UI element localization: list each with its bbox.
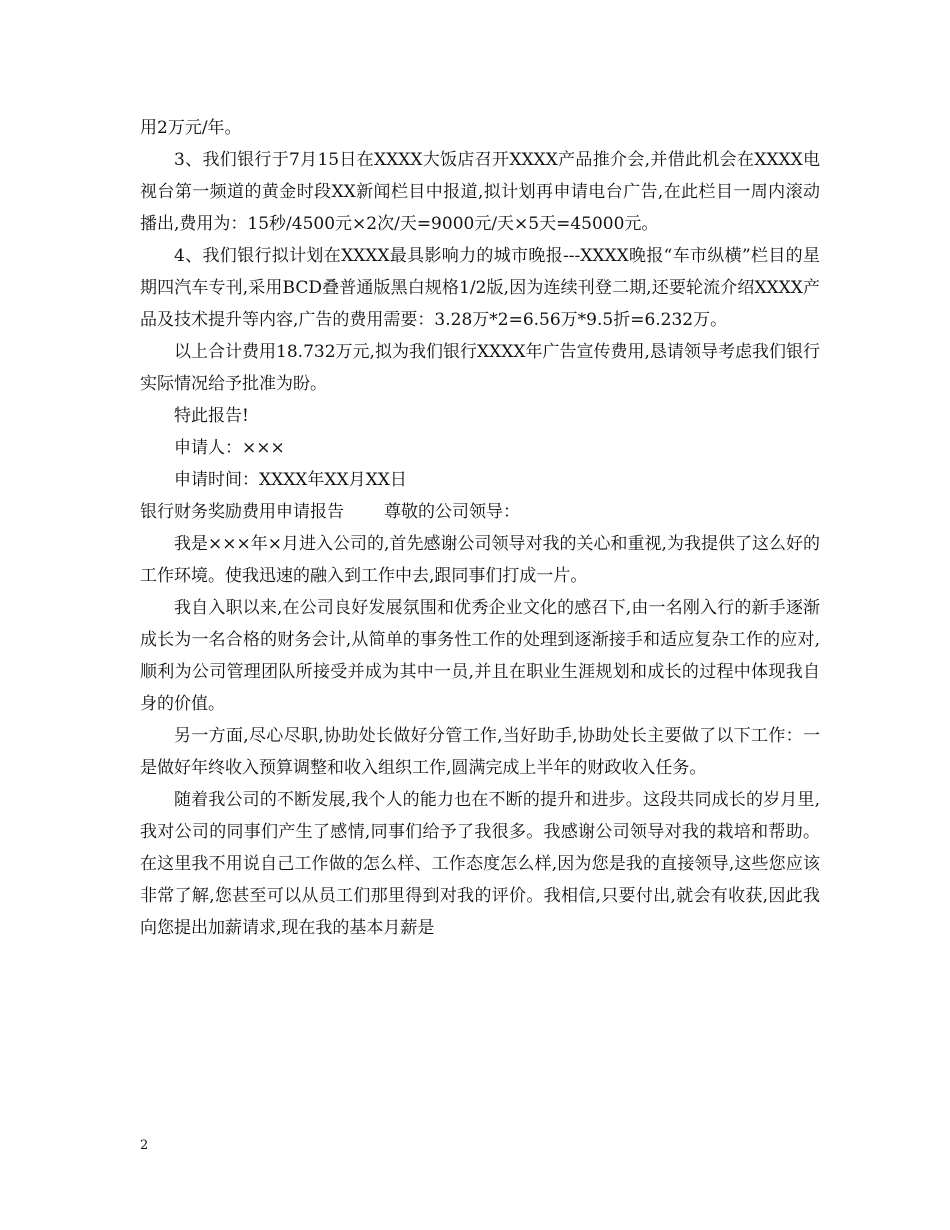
paragraph-item-3: 3、我们银行于7月15日在XXXX大饭店召开XXXX产品推介会,并借此机会在XXXX电视台第一频道的黄金时段XX新闻栏目中报道,拟计划再申请电台广告,在此栏目一周内滚动播出,费用为：15秒/4500元×2次/天=9000元/天×5天=45000元。 (140, 150, 820, 234)
next-report-title: 银行财务奖励费用申请报告 (140, 502, 344, 522)
salutation: 尊敬的公司领导： (384, 502, 520, 522)
paragraph-total: 以上合计费用18.732万元,拟为我们银行XXXX年广告宣传费用,恳请领导考虑我们银行实际情况给予批准为盼。 (140, 342, 820, 394)
body-paragraph-3: 另一方面,尽心尽职,协助处长做好分管工作,当好助手,协助处长主要做了以下工作：一是做好年终收入预算调整和收入组织工作,圆满完成上半年的财政收入任务。 (140, 726, 820, 778)
apply-date-line: 申请时间：XXXX年XX月XX日 (174, 470, 407, 490)
paragraph-item-4: 4、我们银行拟计划在XXXX最具影响力的城市晚报---XXXX晚报“车市纵横”栏目的星期四汽车专刊,采用BCD叠普通版黑白规格1/2版,因为连续刊登二期,还要轮流介绍XXXX产品及技术提升等内容,广告的费用需要：3.28万*2=6.56万*9.5折=6.232万。 (140, 246, 820, 330)
body-paragraph-1: 我是×××年×月进入公司的,首先感谢公司领导对我的关心和重视,为我提供了这么好的工作环境。使我迅速的融入到工作中去,跟同事们打成一片。 (140, 534, 820, 586)
closing-line: 特此报告! (174, 406, 249, 426)
paragraph-fee-continuation: 用2万元/年。 (140, 118, 242, 138)
body-paragraph-4: 随着我公司的不断发展,我个人的能力也在不断的提升和进步。这段共同成长的岁月里,我对公司的同事们产生了感情,同事们给予了我很多。我感谢公司领导对我的栽培和帮助。在这里我不用说自己工作做的怎么样、工作态度怎么样,因为您是我的直接领导,这些您应该非常了解,您甚至可以从员工们那里得到对我的评价。我相信,只要付出,就会有收获,因此我向您提出加薪请求,现在我的基本月薪是 (140, 790, 820, 938)
body-paragraph-2: 我自入职以来,在公司良好发展氛围和优秀企业文化的感召下,由一名刚入行的新手逐渐成长为一名合格的财务会计,从简单的事务性工作的处理到逐渐接手和适应复杂工作的应对,顺利为公司管理团队所接受并成为其中一员,并且在职业生涯规划和成长的过程中体现我自身的价值。 (140, 598, 820, 714)
next-report-heading (140, 496, 820, 528)
page-number: 2 (140, 1138, 149, 1153)
applicant-line: 申请人：××× (174, 438, 285, 458)
document-body (140, 112, 820, 944)
